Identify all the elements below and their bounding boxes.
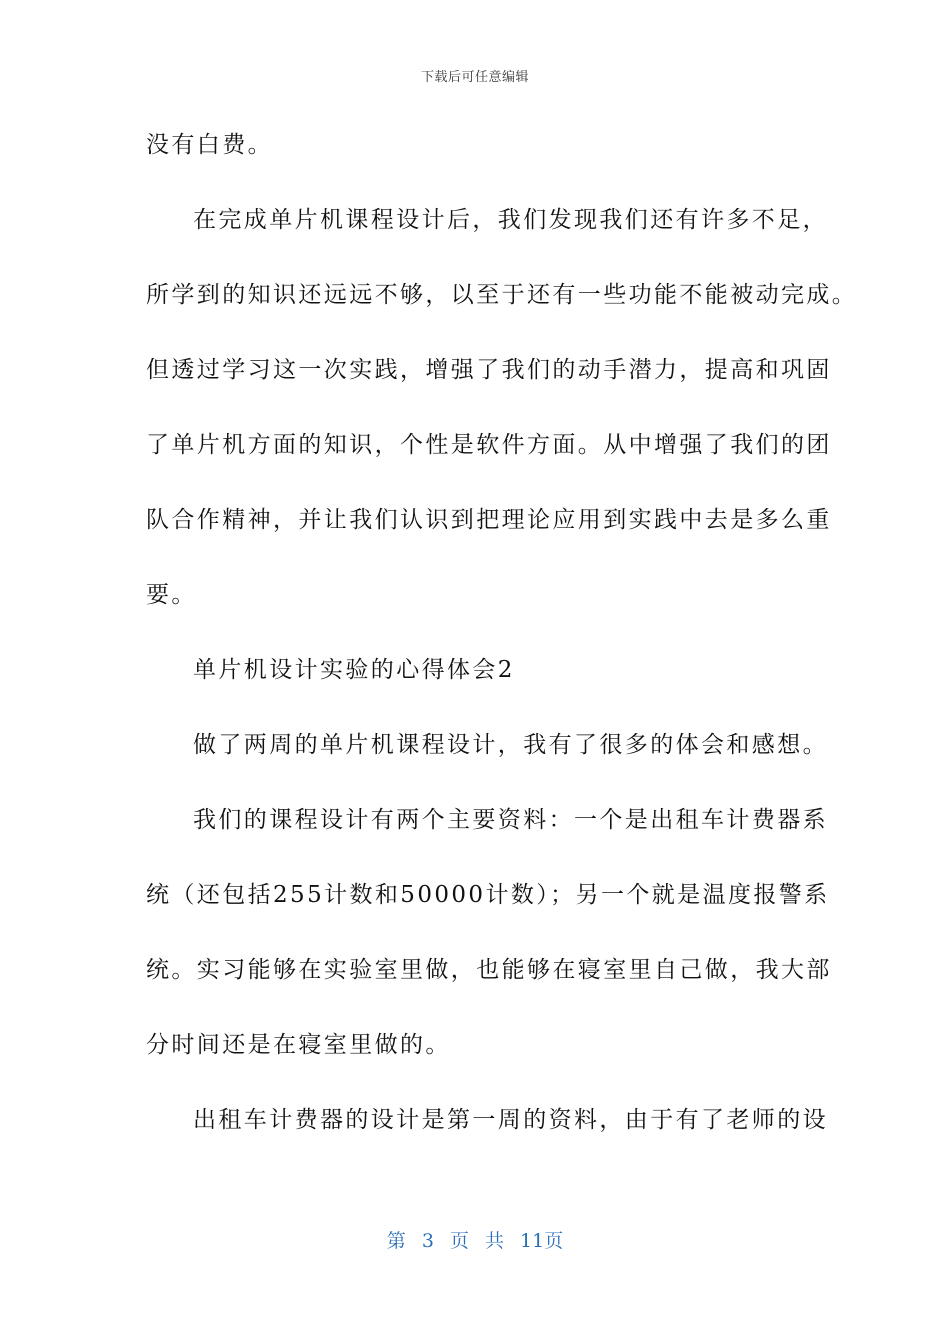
paragraph-start-line: 出租车计费器的设计是第一周的资料，由于有了老师的设 xyxy=(193,1107,828,1133)
paragraph-start-line: 在完成单片机课程设计后，我们发现我们还有许多不足， xyxy=(193,207,828,233)
paragraph-start-line: 做了两周的单片机课程设计，我有了很多的体会和感想。 xyxy=(193,732,828,758)
text-line: 所学到的知识还远远不够，以至于还有一些功能不能被动完成。 xyxy=(146,282,858,308)
text-line: 要。 xyxy=(146,582,197,608)
text-line: 了单片机方面的知识，个性是软件方面。从中增强了我们的团 xyxy=(146,432,832,458)
text-line: 队合作精神，并让我们认识到把理论应用到实践中去是多么重 xyxy=(146,507,832,533)
page-header: 下载后可任意编辑 xyxy=(420,70,529,85)
text-line: 没有白费。 xyxy=(146,132,273,158)
section-heading: 单片机设计实验的心得体会2 xyxy=(193,657,515,683)
text-line: 统（还包括255计数和50000计数）；另一个就是温度报警系 xyxy=(146,882,830,908)
text-line: 统。实习能够在实验室里做，也能够在寝室里自己做，我大部 xyxy=(146,957,832,983)
text-line: 分时间还是在寝室里做的。 xyxy=(146,1032,451,1058)
page-number-footer: 第 3 页 共 11页 xyxy=(386,1230,564,1252)
text-line: 但透过学习这一次实践，增强了我们的动手潜力，提高和巩固 xyxy=(146,357,832,383)
paragraph-start-line: 我们的课程设计有两个主要资料：一个是出租车计费器系 xyxy=(193,807,828,833)
